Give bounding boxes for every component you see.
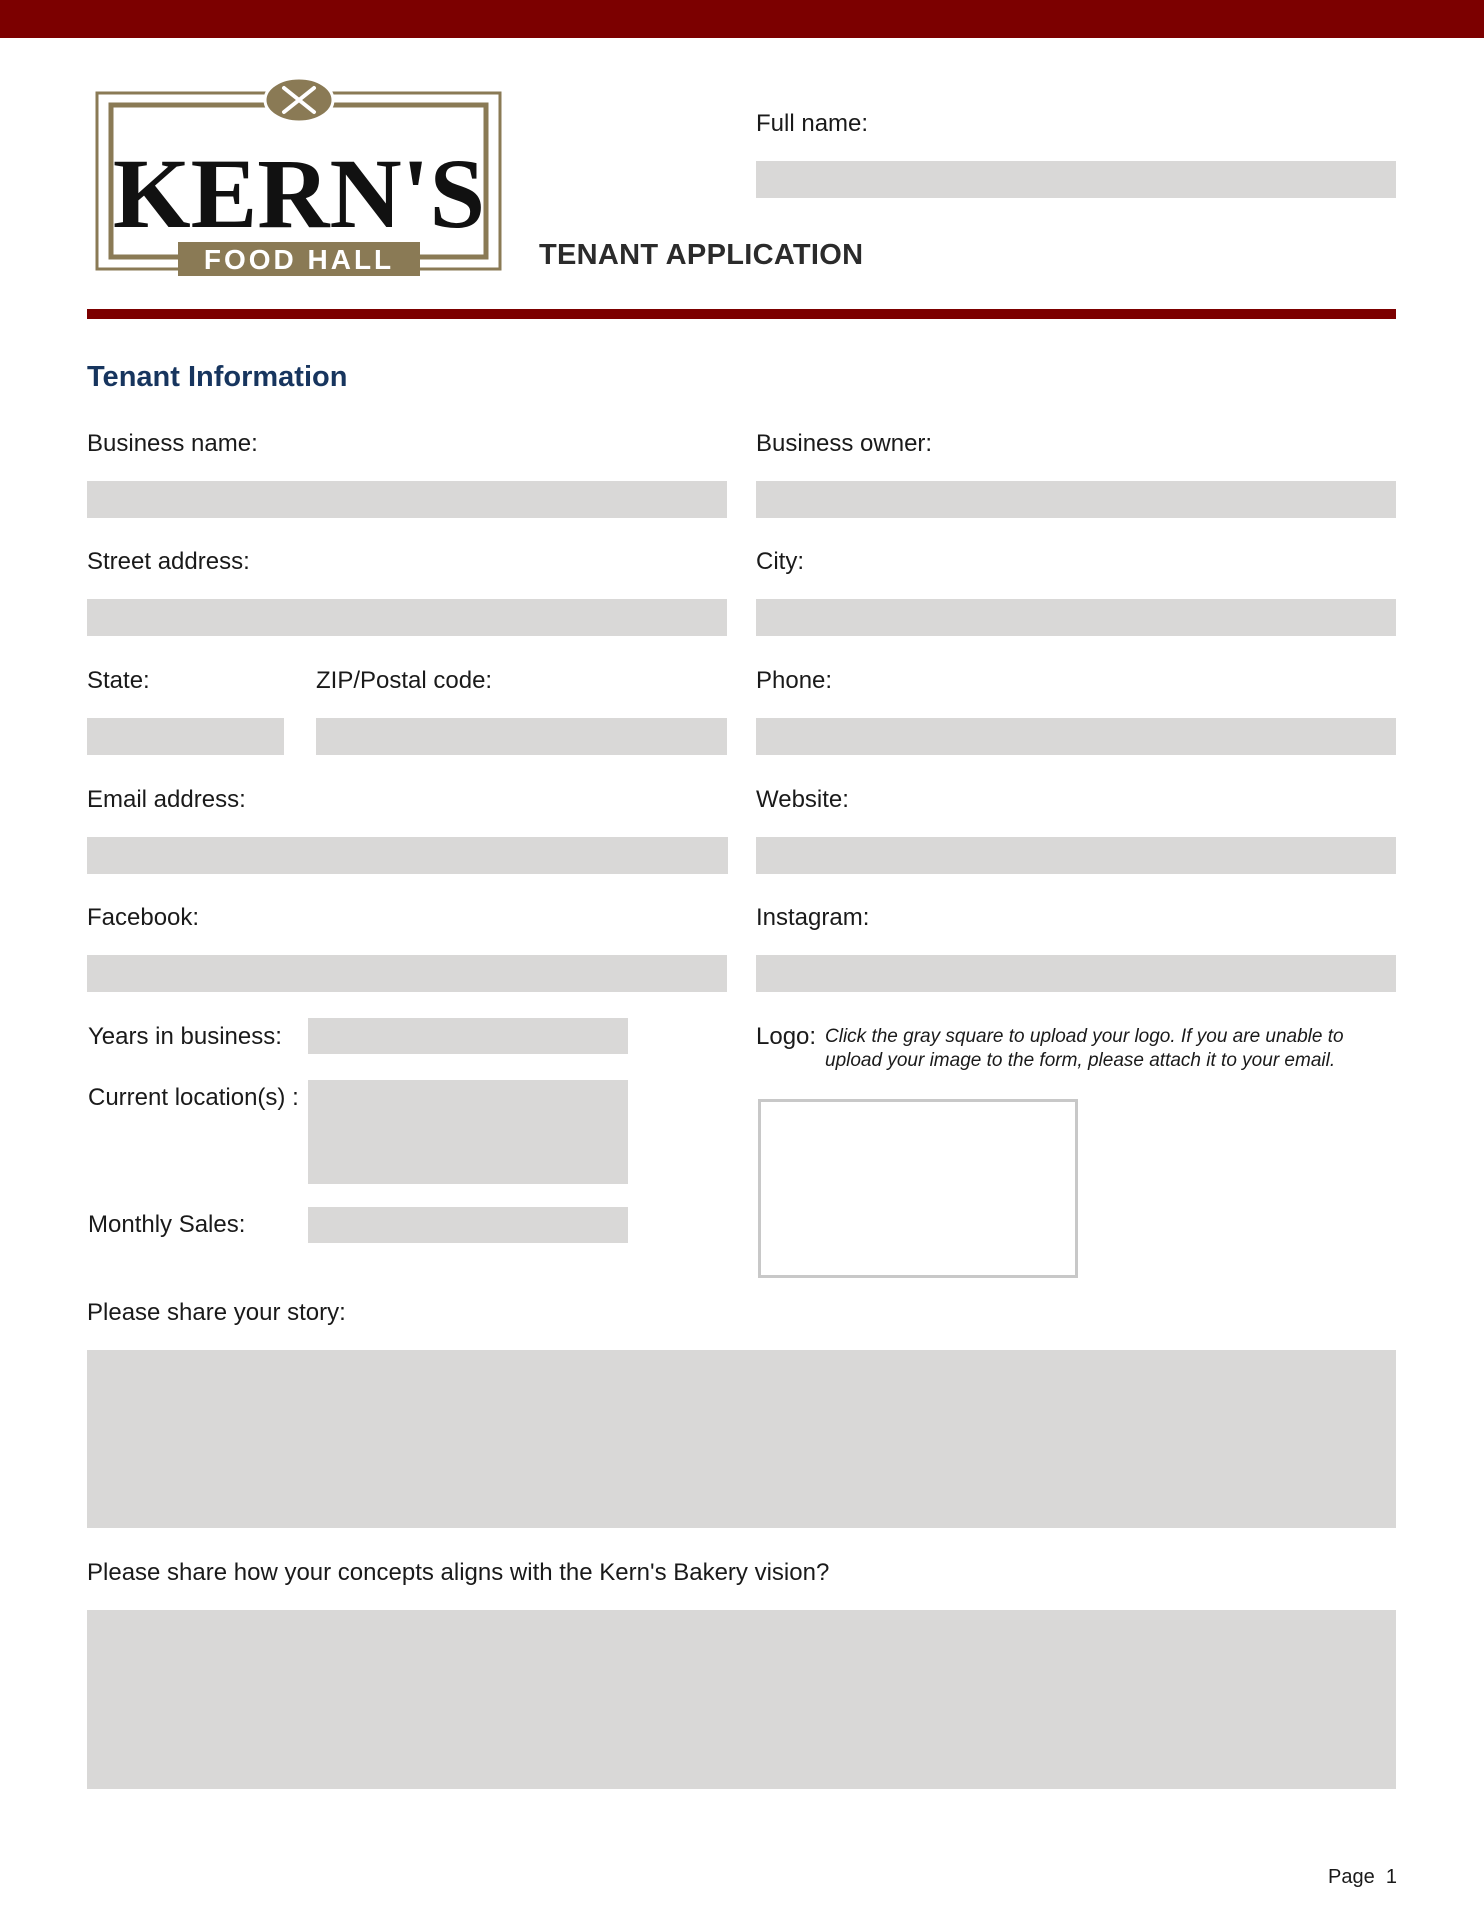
business-name-label: Business name: [87,430,258,457]
zip-input[interactable] [316,718,727,755]
logo-upload-box[interactable] [758,1099,1078,1278]
street-address-input[interactable] [87,599,727,636]
top-bar [0,0,1484,38]
full-name-label: Full name: [756,110,869,137]
header-divider [87,309,1396,319]
phone-input[interactable] [756,718,1396,755]
logo-wordmark: KERN'S [112,138,486,249]
business-owner-input[interactable] [756,481,1396,518]
years-in-business-label: Years in business: [88,1023,282,1050]
street-address-label: Street address: [87,548,250,575]
story-label: Please share your story: [87,1299,346,1326]
page-label: Page [1328,1866,1375,1888]
state-input[interactable] [87,718,284,755]
current-locations-label: Current location(s) : [88,1084,299,1111]
instagram-input[interactable] [756,955,1396,992]
vision-label: Please share how your concepts aligns with the Kern's Bakery vision? [87,1559,830,1586]
phone-label: Phone: [756,667,833,694]
email-label: Email address: [87,786,246,813]
instagram-label: Instagram: [756,904,870,931]
years-in-business-input[interactable] [308,1018,628,1054]
monthly-sales-label: Monthly Sales: [88,1211,246,1238]
website-input[interactable] [756,837,1396,874]
facebook-label: Facebook: [87,904,200,931]
website-label: Website: [756,786,849,813]
logo-upload-hint: Click the gray square to upload your logo. If you are unable to upload your image to the form, please attach it to your email. [825,1026,1344,1071]
facebook-input[interactable] [87,955,727,992]
page-number: 1 [1385,1866,1397,1888]
city-input[interactable] [756,599,1396,636]
page-footer [1328,1866,1397,1889]
page-title: TENANT APPLICATION [539,239,864,271]
email-input[interactable] [87,837,728,874]
monthly-sales-input[interactable] [308,1207,628,1243]
state-label: State: [87,667,150,694]
logo-subtitle: FOOD HALL [203,244,395,275]
full-name-input[interactable] [756,161,1396,198]
zip-label: ZIP/Postal code: [316,667,493,694]
kerns-logo [94,76,504,278]
business-name-input[interactable] [87,481,727,518]
section-heading: Tenant Information [87,361,348,393]
story-textarea[interactable] [87,1350,1396,1528]
business-owner-label: Business owner: [756,430,933,457]
city-label: City: [756,548,804,575]
current-locations-input[interactable] [308,1080,628,1184]
logo-label: Logo: [756,1023,817,1050]
vision-textarea[interactable] [87,1610,1396,1789]
